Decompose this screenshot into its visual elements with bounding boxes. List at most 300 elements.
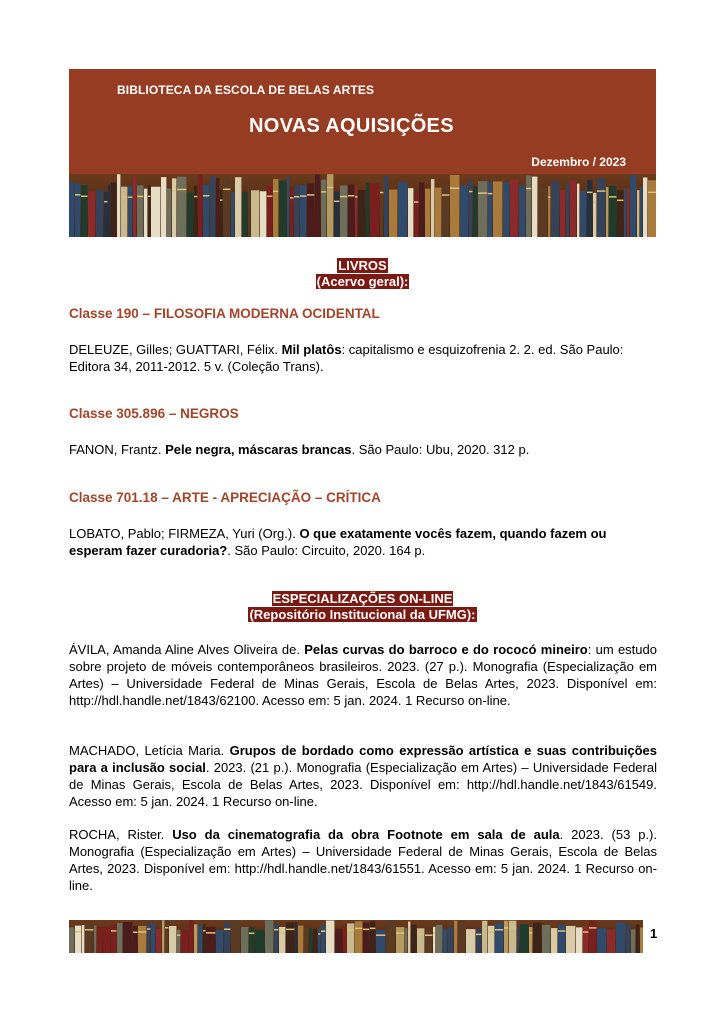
book-spine-band xyxy=(147,928,150,930)
book-spine xyxy=(347,923,354,953)
book-spine xyxy=(576,927,582,953)
book-spine xyxy=(121,187,127,237)
book-spine-band xyxy=(85,929,93,931)
book-spine xyxy=(138,926,146,953)
entry-authors: ROCHA, Rister. xyxy=(69,827,173,842)
book-spine xyxy=(165,921,168,953)
book-spine-band xyxy=(433,932,435,934)
book-spine xyxy=(224,922,230,953)
book-spine xyxy=(286,923,294,953)
book-spine xyxy=(405,928,407,953)
book-spine xyxy=(580,191,586,237)
book-spine-band xyxy=(138,931,146,933)
book-spine xyxy=(640,927,643,953)
book-spine-band xyxy=(224,929,230,931)
book-spine-band xyxy=(488,931,494,933)
book-spine-band xyxy=(75,931,81,933)
book-spine-band xyxy=(488,193,492,195)
books-section-heading xyxy=(0,258,725,290)
book-spine-band xyxy=(450,187,459,189)
book-spine xyxy=(69,182,74,237)
book-spine xyxy=(566,183,569,237)
book-spine xyxy=(533,923,541,953)
book-spine-band xyxy=(300,195,306,197)
book-spine xyxy=(223,176,230,237)
book-spine xyxy=(210,176,215,237)
book-spine xyxy=(313,929,317,953)
book-spine xyxy=(69,927,74,953)
footer-bookshelf-books xyxy=(69,920,643,953)
page-title: NOVAS AQUISIÇÕES xyxy=(249,115,454,137)
book-spine-band xyxy=(121,197,127,199)
book-spine xyxy=(627,188,629,237)
book-spine xyxy=(81,185,87,237)
entry-authors: LOBATO, Pablo; FIRMEZA, Yuri (Org.). xyxy=(69,526,300,541)
book-spine xyxy=(321,180,326,237)
book-spine xyxy=(587,180,592,237)
book-spine-band xyxy=(279,932,285,934)
book-spine-band xyxy=(417,933,424,935)
book-spine xyxy=(593,193,596,237)
book-spine xyxy=(82,925,84,953)
book-spine-band xyxy=(529,932,532,934)
book-spine xyxy=(414,192,418,237)
book-spine xyxy=(198,175,202,237)
entry-details: . 2023. (53 p.). Monografia (Especialização em Artes) – Universidade Federal de Minas Gerais, Escola de Belas Artes, 2023. Disponível em: http://hdl.handle.net/1843/61551. Acesso em: 5 jan. 2024. 1 Recurso on-line. xyxy=(69,827,657,893)
book-spine-band xyxy=(290,197,293,199)
book-spine xyxy=(431,179,434,237)
online-section-line1: ESPECIALIZAÇÕES ON-LINE xyxy=(272,591,453,606)
book-spine xyxy=(509,921,516,953)
book-spine xyxy=(96,190,103,237)
entry-authors: FANON, Frantz. xyxy=(69,442,166,457)
book-spine xyxy=(187,192,193,237)
book-spine xyxy=(566,926,575,953)
entry-title: Grupos de bordado como expressão artística e suas contribuições para a inclusão social xyxy=(69,743,657,775)
book-spine xyxy=(279,927,285,953)
book-spine-band xyxy=(476,934,481,936)
page-number: 1 xyxy=(650,926,658,941)
book-spine xyxy=(133,176,136,237)
entry-title: Mil platôs xyxy=(281,342,342,357)
book-spine-band xyxy=(593,202,596,204)
entry-details: . São Paulo: Ubu, 2020. 312 p. xyxy=(351,442,530,457)
book-spine-band xyxy=(177,189,186,190)
book-spine xyxy=(570,180,576,237)
book-spine xyxy=(108,185,110,237)
book-spine xyxy=(194,924,197,953)
book-spine xyxy=(248,186,250,237)
book-spine xyxy=(636,925,639,953)
book-spine xyxy=(279,181,286,237)
book-spine xyxy=(231,192,234,237)
issue-date: Dezembro / 2023 xyxy=(531,155,626,169)
book-spine xyxy=(194,185,197,237)
book-spine xyxy=(327,174,333,237)
book-spine xyxy=(340,186,347,237)
book-spine xyxy=(321,925,325,953)
book-spine xyxy=(335,928,342,953)
book-spine xyxy=(307,183,314,237)
book-spine-band xyxy=(223,189,230,191)
book-spine xyxy=(255,930,264,953)
book-spine xyxy=(417,928,424,953)
book-spine-band xyxy=(548,196,550,198)
monograph-entry xyxy=(69,742,657,810)
book-spine-band xyxy=(177,934,180,936)
book-spine-band xyxy=(203,930,205,932)
entry-title: O que exatamente vocês fazem, quando fazem ou esperam fazer curadoria? xyxy=(69,526,607,558)
book-spine xyxy=(355,186,357,237)
book-spine xyxy=(389,190,397,237)
book-entry xyxy=(69,341,657,375)
book-spine-band xyxy=(478,192,487,194)
book-spine xyxy=(189,920,193,953)
book-spine xyxy=(318,928,320,953)
book-spine xyxy=(249,927,254,953)
book-spine xyxy=(148,185,150,237)
book-spine xyxy=(519,186,525,237)
book-spine xyxy=(181,930,188,953)
book-spine xyxy=(495,923,503,953)
book-spine-band xyxy=(75,194,80,196)
book-spine xyxy=(448,927,453,953)
entry-authors: MACHADO, Letícia Maria. xyxy=(69,743,230,758)
book-spine xyxy=(548,186,550,237)
book-spine-band xyxy=(370,928,375,930)
book-spine xyxy=(435,188,441,237)
book-spine xyxy=(85,923,93,953)
books-section-line2: (Acervo geral): xyxy=(316,274,409,289)
book-spine xyxy=(235,177,241,237)
book-spine xyxy=(442,184,449,237)
book-spine xyxy=(260,191,266,237)
book-spine xyxy=(419,182,424,237)
book-spine xyxy=(309,928,312,953)
book-spine-band xyxy=(509,927,516,929)
book-spine-band xyxy=(558,930,565,932)
book-spine-band xyxy=(137,196,143,198)
book-spine xyxy=(304,927,308,953)
book-spine xyxy=(551,928,557,953)
book-spine xyxy=(532,177,537,237)
book-spine xyxy=(287,176,289,237)
book-spine-band xyxy=(504,927,508,929)
book-spine-band xyxy=(340,196,347,198)
book-spine xyxy=(529,927,532,953)
book-spine xyxy=(425,930,432,953)
book-spine xyxy=(75,183,80,237)
book-spine xyxy=(558,925,565,953)
book-spine-band xyxy=(609,196,616,198)
book-spine-band xyxy=(165,927,168,929)
book-spine-band xyxy=(148,195,150,197)
book-spine-band xyxy=(469,191,472,193)
book-spine-band xyxy=(133,931,137,933)
book-spine-band xyxy=(194,196,197,198)
book-spine-band xyxy=(583,931,588,933)
book-spine xyxy=(370,183,379,237)
book-spine-band xyxy=(321,191,326,193)
entry-title: Pelas curvas do barroco e do rococó mineiro xyxy=(304,642,588,657)
book-spine xyxy=(460,185,468,237)
book-spine xyxy=(376,930,385,953)
online-section-heading xyxy=(0,591,725,623)
book-spine xyxy=(241,927,248,953)
book-spine-band xyxy=(206,932,215,934)
header-banner xyxy=(69,69,656,237)
book-spine xyxy=(469,179,472,237)
book-spine xyxy=(473,186,477,237)
book-spine xyxy=(334,191,339,237)
book-spine xyxy=(273,179,278,237)
book-spine xyxy=(526,175,531,237)
book-spine-band xyxy=(274,929,278,931)
book-spine xyxy=(167,188,171,237)
book-spine xyxy=(380,180,383,237)
entry-details: : capitalismo e esquizofrenia 2. 2. ed. São Paulo: Editora 34, 2011-2012. 5 v. (Coleção Trans). xyxy=(69,342,624,374)
book-spine-band xyxy=(355,928,362,930)
book-spine xyxy=(144,189,147,237)
book-spine xyxy=(597,179,605,237)
book-spine xyxy=(206,927,215,953)
book-spine xyxy=(597,928,606,953)
bookshelf-image xyxy=(69,174,656,237)
book-spine-band xyxy=(648,192,656,194)
book-spine-band xyxy=(363,929,369,931)
book-spine xyxy=(616,922,625,953)
book-spine xyxy=(577,184,579,237)
book-spine xyxy=(265,920,273,953)
book-spine xyxy=(504,921,508,953)
book-spine xyxy=(630,175,636,237)
book-spine-band xyxy=(334,201,339,203)
book-spine xyxy=(104,192,107,237)
entry-authors: DELEUZE, Gilles; GUATTARI, Félix. xyxy=(69,342,282,357)
book-spine-band xyxy=(128,196,132,198)
book-spine xyxy=(169,926,176,953)
book-spine-band xyxy=(220,199,222,201)
book-spine-band xyxy=(104,201,107,203)
book-spine-band xyxy=(307,194,314,196)
book-spine xyxy=(560,190,565,237)
book-spine-band xyxy=(267,195,272,197)
book-spine xyxy=(466,929,475,953)
book-spine xyxy=(162,920,164,953)
book-spine xyxy=(640,187,642,237)
class-heading: Classe 305.896 – NEGROS xyxy=(69,406,239,421)
book-spine xyxy=(624,188,626,237)
book-spine-band xyxy=(321,930,325,932)
book-spine xyxy=(411,925,416,953)
book-spine xyxy=(300,185,306,237)
book-spine-band xyxy=(442,194,449,196)
book-spine xyxy=(370,921,375,953)
book-spine-band xyxy=(172,190,176,192)
book-entry xyxy=(69,441,657,458)
book-spine xyxy=(151,187,160,237)
book-spine xyxy=(251,190,259,237)
book-spine xyxy=(454,921,457,953)
book-spine-band xyxy=(355,196,357,198)
online-section-line2: (Repositório Institucional da UFMG): xyxy=(249,607,476,622)
book-spine-band xyxy=(414,201,418,203)
book-spine-band xyxy=(589,927,596,929)
book-spine xyxy=(177,177,186,237)
book-spine xyxy=(551,181,559,237)
book-spine xyxy=(478,181,487,237)
book-spine-band xyxy=(526,188,531,190)
monograph-entry xyxy=(69,826,657,894)
bookshelf-books xyxy=(69,174,656,237)
book-spine xyxy=(542,925,550,953)
book-spine xyxy=(220,190,222,237)
book-spine xyxy=(97,927,102,953)
book-spine xyxy=(274,923,278,953)
book-spine-band xyxy=(408,928,410,930)
book-spine-band xyxy=(294,196,299,198)
book-spine xyxy=(488,182,492,237)
class-heading: Classe 190 – FILOSOFIA MODERNA OCIDENTAL xyxy=(69,306,380,321)
book-spine xyxy=(476,929,481,953)
book-spine xyxy=(482,921,487,953)
book-spine xyxy=(436,925,442,953)
book-spine xyxy=(358,190,365,237)
book-spine xyxy=(88,191,95,237)
book-spine xyxy=(643,177,647,237)
book-spine xyxy=(147,922,150,953)
book-spine xyxy=(488,926,494,953)
book-spine xyxy=(493,181,502,237)
book-spine xyxy=(520,924,528,953)
book-spine xyxy=(123,922,132,953)
book-spine xyxy=(366,183,369,237)
book-spine xyxy=(458,921,465,953)
book-spine-band xyxy=(587,192,592,194)
book-spine xyxy=(298,926,303,953)
book-spine-band xyxy=(249,933,254,935)
book-spine xyxy=(637,190,639,237)
entry-details: : um estudo sobre projeto de móveis contemporâneos brasileiros. 2023. (27 p.). Monografia (Especialização em Artes) – Universidade Federal de Minas Gerais, Escola de Belas Artes, 2023. Disponível em: http://hdl.handle.net/1843/62100. Acesso em: 5 jan. 2024. 1 Recurso on-line. xyxy=(69,642,657,708)
book-spine xyxy=(583,926,588,953)
class-heading: Classe 701.18 – ARTE - APRECIAÇÃO – CRÍTICA xyxy=(69,490,381,505)
book-spine-band xyxy=(327,187,333,189)
book-spine xyxy=(198,925,202,953)
book-spine xyxy=(396,927,404,953)
book-spine xyxy=(177,930,180,953)
book-spine-band xyxy=(81,196,87,198)
book-spine xyxy=(589,921,596,953)
book-spine xyxy=(117,174,120,237)
book-spine xyxy=(398,182,407,237)
entry-authors: ÁVILA, Amanda Aline Alves Oliveira de. xyxy=(69,642,305,657)
book-spine xyxy=(94,925,96,953)
book-spine xyxy=(315,175,320,237)
book-spine xyxy=(242,192,247,237)
books-section-line1: LIVROS xyxy=(338,258,387,273)
book-spine-band xyxy=(597,190,605,192)
book-spine xyxy=(386,920,395,953)
book-spine-band xyxy=(111,930,116,932)
book-spine xyxy=(384,176,388,237)
book-spine xyxy=(609,186,616,237)
book-spine xyxy=(203,185,209,237)
entry-title: Uso da cinematografia da obra Footnote em sala de aula xyxy=(172,827,560,842)
book-spine-band xyxy=(273,191,278,193)
book-spine xyxy=(408,922,410,953)
book-spine-band xyxy=(347,929,354,931)
monograph-entry xyxy=(69,641,657,709)
book-spine xyxy=(607,930,615,953)
book-spine xyxy=(133,926,137,953)
book-spine xyxy=(343,925,346,953)
book-spine xyxy=(290,187,293,237)
book-spine xyxy=(517,926,519,953)
book-spine-band xyxy=(396,932,404,934)
book-spine xyxy=(355,921,362,953)
entry-details: . São Paulo: Circuito, 2020. 164 p. xyxy=(227,543,426,558)
book-spine xyxy=(631,929,635,953)
book-spine xyxy=(111,182,116,237)
book-spine xyxy=(326,920,334,953)
book-spine xyxy=(348,185,354,237)
book-spine xyxy=(128,186,132,237)
book-spine-band xyxy=(286,929,294,931)
book-spine xyxy=(103,927,110,953)
book-spine-band xyxy=(348,195,354,197)
book-spine xyxy=(617,190,623,237)
book-spine xyxy=(450,175,459,237)
book-spine-band xyxy=(380,192,383,194)
entry-title: Pele negra, máscaras brancas xyxy=(165,442,352,457)
footer-bookshelf-image xyxy=(69,920,643,953)
book-spine xyxy=(408,188,413,237)
book-spine xyxy=(425,189,430,237)
entry-details: . 2023. (21 p.). Monografia (Especialização em Artes) – Universidade Federal de Minas Gerais, Escola de Belas Artes, 2023. Disponível em: http://hdl.handle.net/1843/61549. Acesso em: 5 jan. 2024. 1 Recurso on-line. xyxy=(69,760,657,809)
book-spine xyxy=(231,921,240,953)
book-spine xyxy=(510,179,518,237)
book-spine xyxy=(295,922,297,953)
book-spine xyxy=(161,177,166,237)
book-spine xyxy=(151,924,155,953)
book-spine xyxy=(267,185,272,237)
library-name: BIBLIOTECA DA ESCOLA DE BELAS ARTES xyxy=(117,83,375,97)
book-entry xyxy=(69,525,657,559)
book-spine xyxy=(172,178,176,237)
book-spine xyxy=(503,182,509,237)
book-spine xyxy=(648,180,656,237)
book-spine xyxy=(75,926,81,953)
book-spine xyxy=(538,186,547,237)
book-spine xyxy=(443,929,447,953)
book-spine xyxy=(203,924,205,953)
banner-title-area xyxy=(69,69,656,174)
book-spine xyxy=(294,186,299,237)
book-spine xyxy=(433,927,435,953)
book-spine-band xyxy=(495,929,503,931)
book-spine xyxy=(626,924,630,953)
book-spine xyxy=(606,187,608,237)
book-spine-band xyxy=(425,934,432,936)
book-spine-band xyxy=(318,933,320,935)
book-spine xyxy=(137,185,143,237)
book-spine xyxy=(363,922,369,953)
book-spine xyxy=(111,924,116,953)
book-spine-band xyxy=(376,934,385,936)
book-spine xyxy=(156,929,161,953)
book-spine xyxy=(117,923,122,953)
book-spine xyxy=(216,178,219,237)
